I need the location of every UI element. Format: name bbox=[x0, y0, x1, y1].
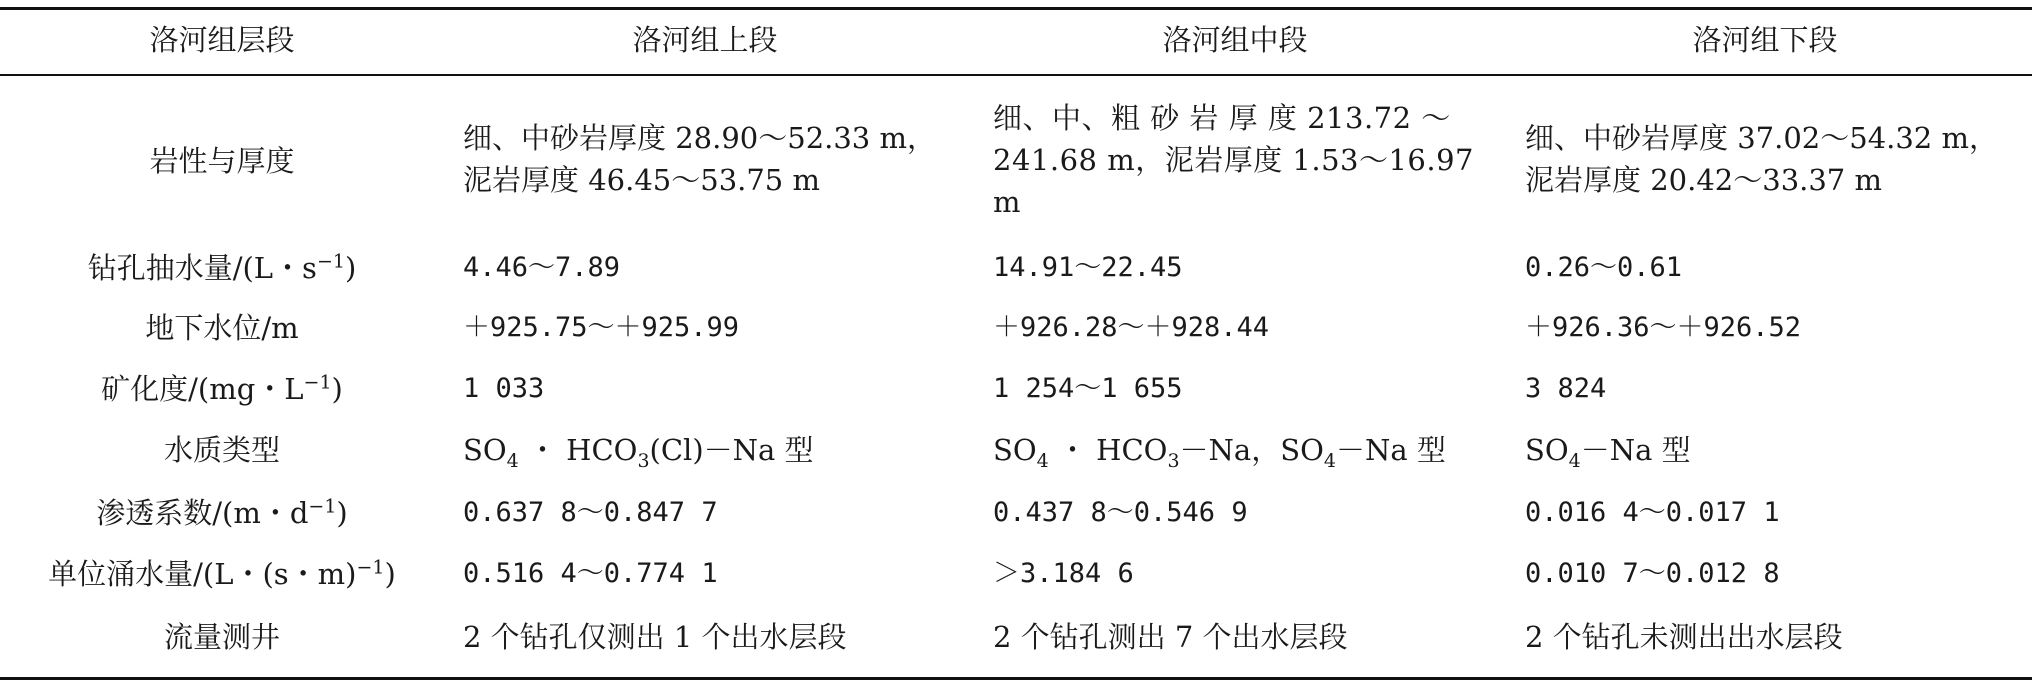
header-middle: 洛河组中段 bbox=[1162, 23, 1308, 57]
cell-type-middle: $SO_4$ ・ $HCO_3-Na$，$SO_4-Na$ 型 bbox=[993, 433, 1446, 472]
row-label-flow-logging: 流量测井 bbox=[163, 620, 281, 654]
cell-lithology-middle: 细、中、粗 砂 岩 厚 度 213.72 ～241.68 m，泥岩厚度 1.53～16.97 m bbox=[993, 101, 1474, 219]
cell-mineral-lower: 3 824 bbox=[1525, 373, 1607, 404]
table-bottom-rule bbox=[0, 677, 2032, 680]
row-label-mineralization: 矿化度/(mg・$L^{-1}$) bbox=[101, 371, 343, 406]
cell-perm-middle: 0.437 8～0.546 9 bbox=[993, 497, 1248, 528]
row-label-water-level: 地下水位/m bbox=[145, 311, 299, 345]
cell-lithology-upper: 细、中砂岩厚度 28.90～52.33 m，泥岩厚度 46.45～53.75 m bbox=[463, 121, 936, 197]
cell-mineral-middle: 1 254～1 655 bbox=[993, 373, 1183, 404]
row-label-lithology: 岩性与厚度 bbox=[149, 144, 295, 178]
cell-perm-lower: 0.016 4～0.017 1 bbox=[1525, 497, 1780, 528]
header-lower: 洛河组下段 bbox=[1692, 23, 1838, 57]
cell-capacity-upper: 0.516 4～0.774 1 bbox=[463, 558, 718, 589]
cell-pumping-lower: 0.26～0.61 bbox=[1525, 252, 1683, 283]
cell-level-lower: ＋926.36～＋926.52 bbox=[1525, 312, 1802, 343]
header-layer: 洛河组层段 bbox=[149, 23, 295, 57]
header-upper: 洛河组上段 bbox=[632, 23, 778, 57]
row-label-permeability: 渗透系数/(m・$d^{-1}$) bbox=[96, 495, 348, 530]
cell-level-middle: ＋926.28～＋928.44 bbox=[993, 312, 1270, 343]
cell-flow-lower: 2 个钻孔未测出出水层段 bbox=[1525, 620, 1843, 654]
cell-capacity-middle: ＞3.184 6 bbox=[993, 558, 1134, 589]
row-label-specific-capacity: 单位涌水量/(L・(s・m)$^{-1}$) bbox=[48, 556, 396, 591]
cell-pumping-upper: 4.46～7.89 bbox=[463, 252, 621, 283]
table-header-rule bbox=[0, 74, 2032, 76]
cell-type-upper: $SO_4$ ・ $HCO_3(Cl)-Na$ 型 bbox=[463, 433, 814, 472]
cell-pumping-middle: 14.91～22.45 bbox=[993, 252, 1183, 283]
cell-type-lower: $SO_4-Na$ 型 bbox=[1525, 433, 1691, 472]
cell-perm-upper: 0.637 8～0.847 7 bbox=[463, 497, 718, 528]
cell-level-upper: ＋925.75～＋925.99 bbox=[463, 312, 740, 343]
cell-flow-middle: 2 个钻孔测出 7 个出水层段 bbox=[993, 620, 1348, 654]
cell-mineral-upper: 1 033 bbox=[463, 373, 545, 404]
cell-lithology-lower: 细、中砂岩厚度 37.02～54.32 m，泥岩厚度 20.42～33.37 m bbox=[1525, 121, 1998, 197]
row-label-pumping: 钻孔抽水量/(L・$s^{-1}$) bbox=[87, 250, 357, 285]
table-top-rule bbox=[0, 7, 2032, 10]
cell-flow-upper: 2 个钻孔仅测出 1 个出水层段 bbox=[463, 620, 847, 654]
cell-capacity-lower: 0.010 7～0.012 8 bbox=[1525, 558, 1780, 589]
row-label-water-type: 水质类型 bbox=[163, 433, 281, 467]
